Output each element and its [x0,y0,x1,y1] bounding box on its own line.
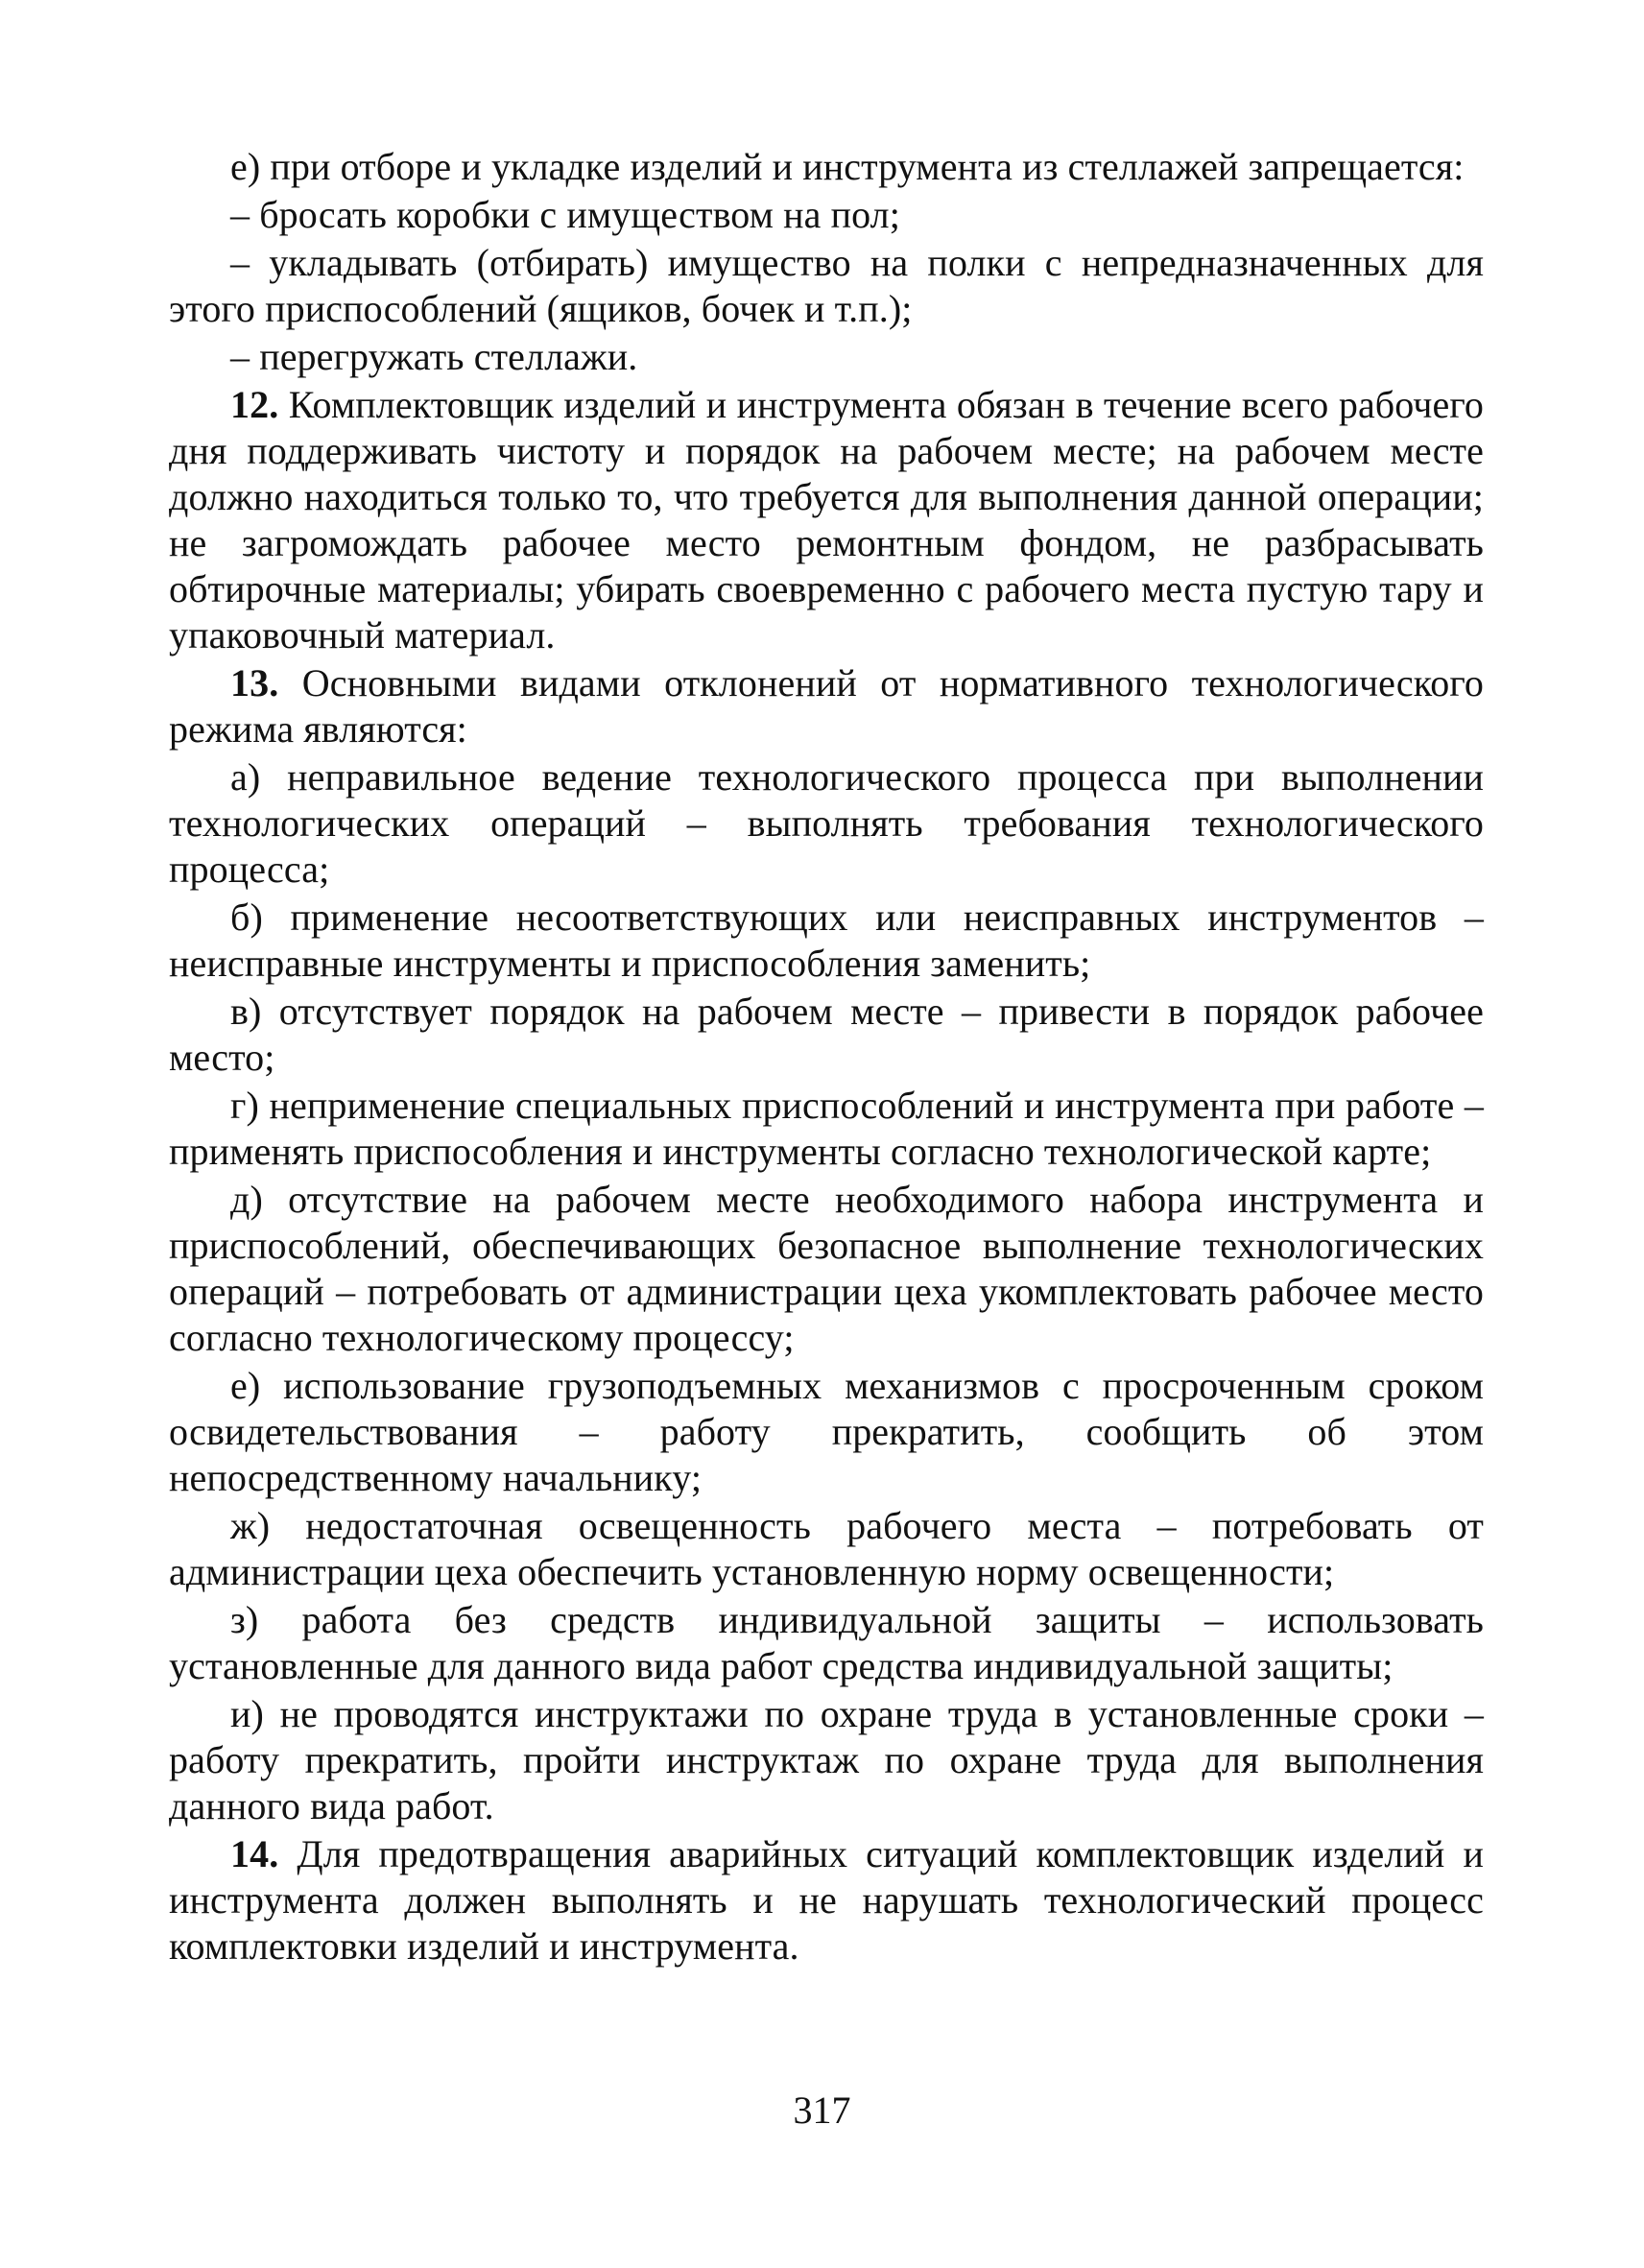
page-body [169,144,1484,1971]
paragraph-text: – укладывать (отбирать) имущество на полки с непредназначенных для этого приспособлений (ящиков, бочек и т.п.); [169,241,1484,330]
paragraph-text: а) неправильное ведение технологического процесса при выполнении технологических операций – выполнять требования технологического процесса; [169,755,1484,891]
paragraph-text: Основными видами отклонений от нормативного технологического режима являются: [169,661,1484,751]
paragraph [169,754,1484,893]
paragraph-text: в) отсутствует порядок на рабочем месте – привести в порядок рабочее место; [169,990,1484,1079]
paragraph [169,1363,1484,1501]
paragraph-text: з) работа без средств индивидуальной защиты – использовать установленные для данного вида работ средства индивидуальной защиты; [169,1598,1484,1687]
paragraph [169,382,1484,658]
paragraph-text: ж) недостаточная освещенность рабочего места – потребовать от администрации цеха обеспечить установленную норму освещенности; [169,1504,1484,1593]
paragraph-text: г) неприменение специальных приспособлений и инструмента при работе – применять приспособления и инструменты согласно технологической карте; [169,1084,1484,1173]
paragraph [169,1177,1484,1361]
paragraph [169,240,1484,332]
paragraph [169,989,1484,1081]
paragraph [169,192,1484,238]
paragraph-text: и) не проводятся инструктажи по охране труда в установленные сроки – работу прекратить, пройти инструктаж по охране труда для выполнения данного вида работ. [169,1692,1484,1827]
paragraph-text: Для предотвращения аварийных ситуаций комплектовщик изделий и инструмента должен выполнять и не нарушать технологический процесс комплектовки изделий и инструмента. [169,1832,1484,1968]
paragraph [169,1831,1484,1970]
paragraph-text: е) использование грузоподъемных механизмов с просроченным сроком освидетельствования – работу прекратить, сообщить об этом непосредственному начальнику; [169,1364,1484,1499]
paragraph [169,1083,1484,1175]
paragraph-text: Комплектовщик изделий и инструмента обязан в течение всего рабочего дня поддерживать чистоту и порядок на рабочем месте; на рабочем месте должно находиться только то, что требуется для выполнения данной операции; не загромождать рабочее место ремонтным фондом, не разбрасывать обтирочные материалы; убирать своевременно с рабочего места пустую тару и упаковочный материал. [169,383,1484,657]
paragraph-text: – бросать коробки с имуществом на пол; [230,193,900,236]
paragraph-text: е) при отборе и укладке изделий и инструмента из стеллажей запрещается: [230,145,1465,188]
paragraph [169,1503,1484,1595]
paragraph [169,1691,1484,1829]
paragraph-number: 13. [230,661,279,704]
paragraph [169,1597,1484,1689]
paragraph [169,895,1484,987]
paragraph [169,334,1484,380]
paragraph-number: 12. [230,383,279,426]
paragraph-text: б) применение несоответствующих или неисправных инструментов – неисправные инструменты и приспособления заменить; [169,895,1484,985]
paragraph-text: – перегружать стеллажи. [230,335,638,378]
paragraph [169,660,1484,752]
page-number: 317 [793,2089,851,2132]
paragraph-number: 14. [230,1832,279,1875]
paragraph-text: д) отсутствие на рабочем месте необходимого набора инструмента и приспособлений, обеспечивающих безопасное выполнение технологических операций – потребовать от администрации цеха укомплектовать рабочее место согласно технологическому процессу; [169,1178,1484,1359]
paragraph [169,144,1484,190]
